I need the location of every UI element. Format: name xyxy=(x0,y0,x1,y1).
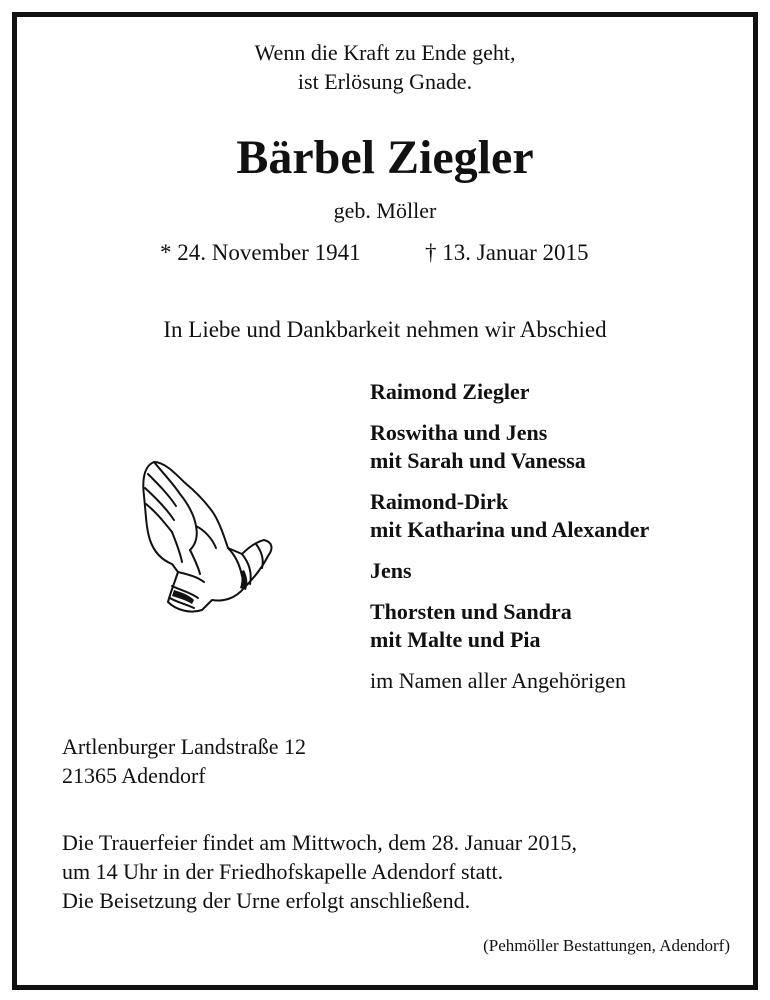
mourner-group xyxy=(370,598,649,654)
address-city: 21365 Adendorf xyxy=(62,763,206,788)
birth-date: * 24. November 1941 xyxy=(160,240,361,265)
motto xyxy=(0,38,770,96)
death-date: † 13. Januar 2015 xyxy=(425,240,589,265)
service-line-2: um 14 Uhr in der Friedhofskapelle Adendorf statt. xyxy=(62,859,504,884)
mourners-list xyxy=(370,378,649,695)
service-line-3: Die Beisetzung der Urne erfolgt anschließend. xyxy=(62,888,471,913)
mourner-line: mit Katharina und Alexander xyxy=(370,517,650,542)
mourner-group xyxy=(370,419,649,475)
motto-line-1: Wenn die Kraft zu Ende geht, xyxy=(254,40,516,65)
address-street: Artlenburger Landstraße 12 xyxy=(62,734,306,759)
mourner-line: Jens xyxy=(370,558,412,583)
service-info xyxy=(62,828,577,915)
motto-line-2: ist Erlösung Gnade. xyxy=(297,69,473,94)
mourner-group xyxy=(370,557,649,585)
mourner-line: Thorsten und Sandra xyxy=(370,599,572,624)
mourner-line: mit Malte und Pia xyxy=(370,627,541,652)
mourner-line: Raimond-Dirk xyxy=(370,489,509,514)
mourner-group xyxy=(370,488,649,544)
mourner-group xyxy=(370,378,649,406)
mourner-line: Roswitha und Jens xyxy=(370,420,548,445)
undertaker-credit: (Pehmöller Bestattungen, Adendorf) xyxy=(483,936,730,955)
mourner-line: Raimond Ziegler xyxy=(370,379,530,404)
praying-hands-icon xyxy=(132,452,282,622)
maiden-name: geb. Möller xyxy=(333,198,437,223)
service-line-1: Die Trauerfeier findet am Mittwoch, dem 28. Januar 2015, xyxy=(62,830,578,855)
on-behalf-text: im Namen aller Angehörigen xyxy=(370,668,626,693)
mourner-line: mit Sarah und Vanessa xyxy=(370,448,586,473)
deceased-name: Bärbel Ziegler xyxy=(236,131,534,184)
farewell-text: In Liebe und Dankbarkeit nehmen wir Abschied xyxy=(163,317,607,342)
address xyxy=(62,732,306,790)
